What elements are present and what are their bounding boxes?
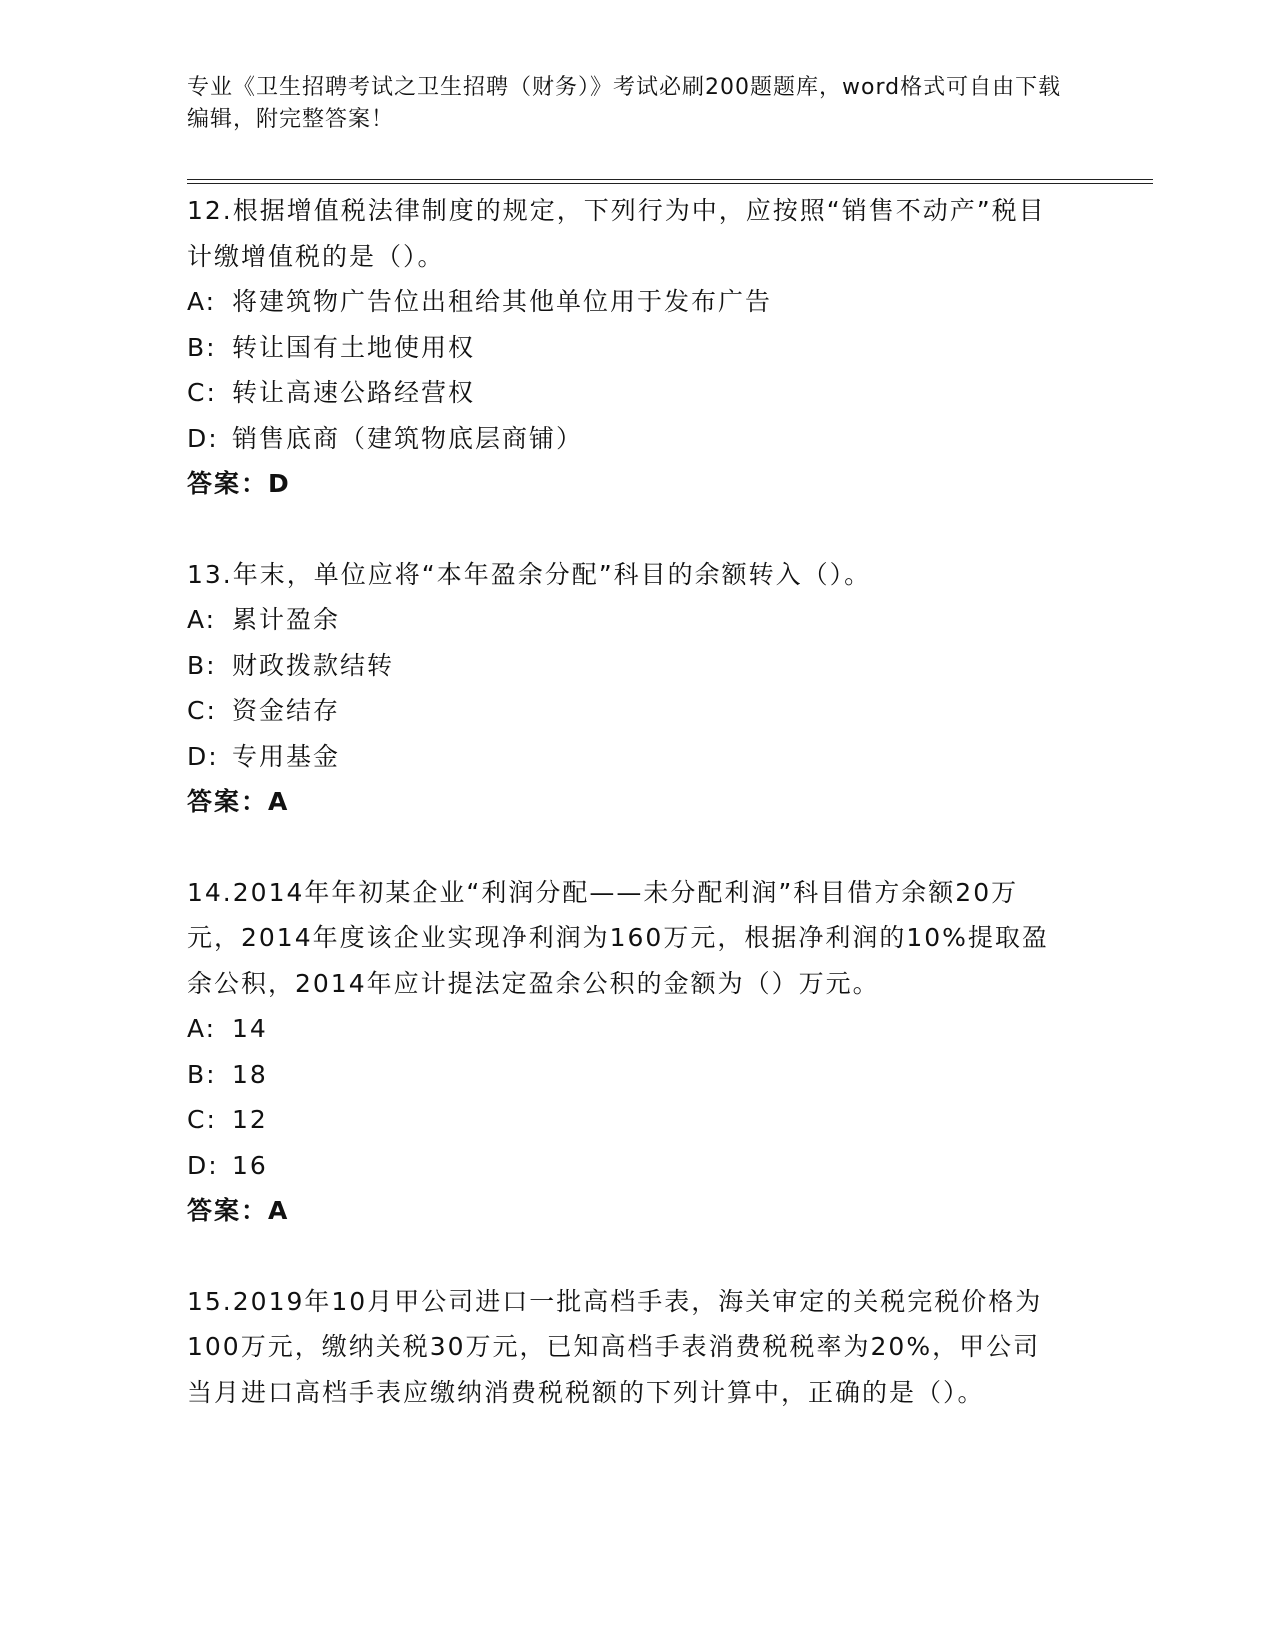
option-key: B: [187,1059,217,1089]
question-stem: 12.根据增值税法律制度的规定，下列行为中，应按照“销售不动产”税目计缴增值税的是（）。 [187,196,1046,271]
option-text: 18 [232,1059,268,1089]
option-text: 将建筑物广告位出租给其他单位用于发布广告 [232,287,773,316]
option-text: 14 [232,1014,268,1043]
option-text: 财政拨款结转 [232,650,395,680]
option-key: D: [187,423,219,453]
question-15 [187,1279,1067,1416]
option-key: C: [187,1105,217,1134]
option-key: A: [187,605,217,634]
option-b [187,325,1067,371]
header-divider-top [187,179,1153,180]
option-b [187,643,1067,689]
option-b [187,1052,1067,1098]
option-text: 资金结存 [232,696,341,725]
option-key: B: [187,332,217,362]
option-text: 12 [232,1105,268,1134]
question-12 [187,188,1067,507]
option-d [187,1143,1067,1189]
option-key: B: [187,650,217,680]
option-key: D: [187,741,219,771]
option-c [187,370,1067,416]
option-d [187,416,1067,462]
answer-line: 答案：A [187,1196,290,1225]
option-d [187,734,1067,780]
option-key: D: [187,1150,219,1180]
option-c [187,688,1067,734]
option-key: A: [187,1014,217,1043]
option-key: C: [187,696,217,725]
answer-line: 答案：A [187,787,290,816]
option-a [187,597,1067,643]
question-list [187,188,1067,1460]
option-c [187,1097,1067,1143]
question-stem: 13.年末，单位应将“本年盈余分配”科目的余额转入（）。 [187,559,872,589]
option-text: 转让国有土地使用权 [232,332,476,362]
option-a [187,1006,1067,1052]
question-14 [187,870,1067,1234]
option-text: 累计盈余 [232,605,341,634]
document-header: 专业《卫生招聘考试之卫生招聘（财务）》考试必刷200题题库，word格式可自由下载编辑，附完整答案！ [187,75,1062,132]
question-stem: 14.2014年年初某企业“利润分配——未分配利润”科目借方余额20万元，2014年度该企业实现净利润为160万元，根据净利润的10%提取盈余公积，2014年应计提法定盈余公积的金额为（）万元。 [187,877,1049,998]
option-text: 16 [232,1150,268,1180]
option-text: 销售底商（建筑物底层商铺） [232,423,584,453]
question-13 [187,552,1067,825]
question-stem: 15.2019年10月甲公司进口一批高档手表，海关审定的关税完税价格为100万元，缴纳关税30万元，已知高档手表消费税税率为20%，甲公司当月进口高档手表应缴纳消费税税额的下列计算中，正确的是（）。 [187,1286,1043,1407]
option-text: 专用基金 [232,741,341,771]
answer-line: 答案：D [187,469,291,498]
option-key: A: [187,287,217,316]
option-key: C: [187,378,217,407]
option-text: 转让高速公路经营权 [232,378,476,407]
header-divider-bottom [187,183,1153,184]
option-a [187,279,1067,325]
